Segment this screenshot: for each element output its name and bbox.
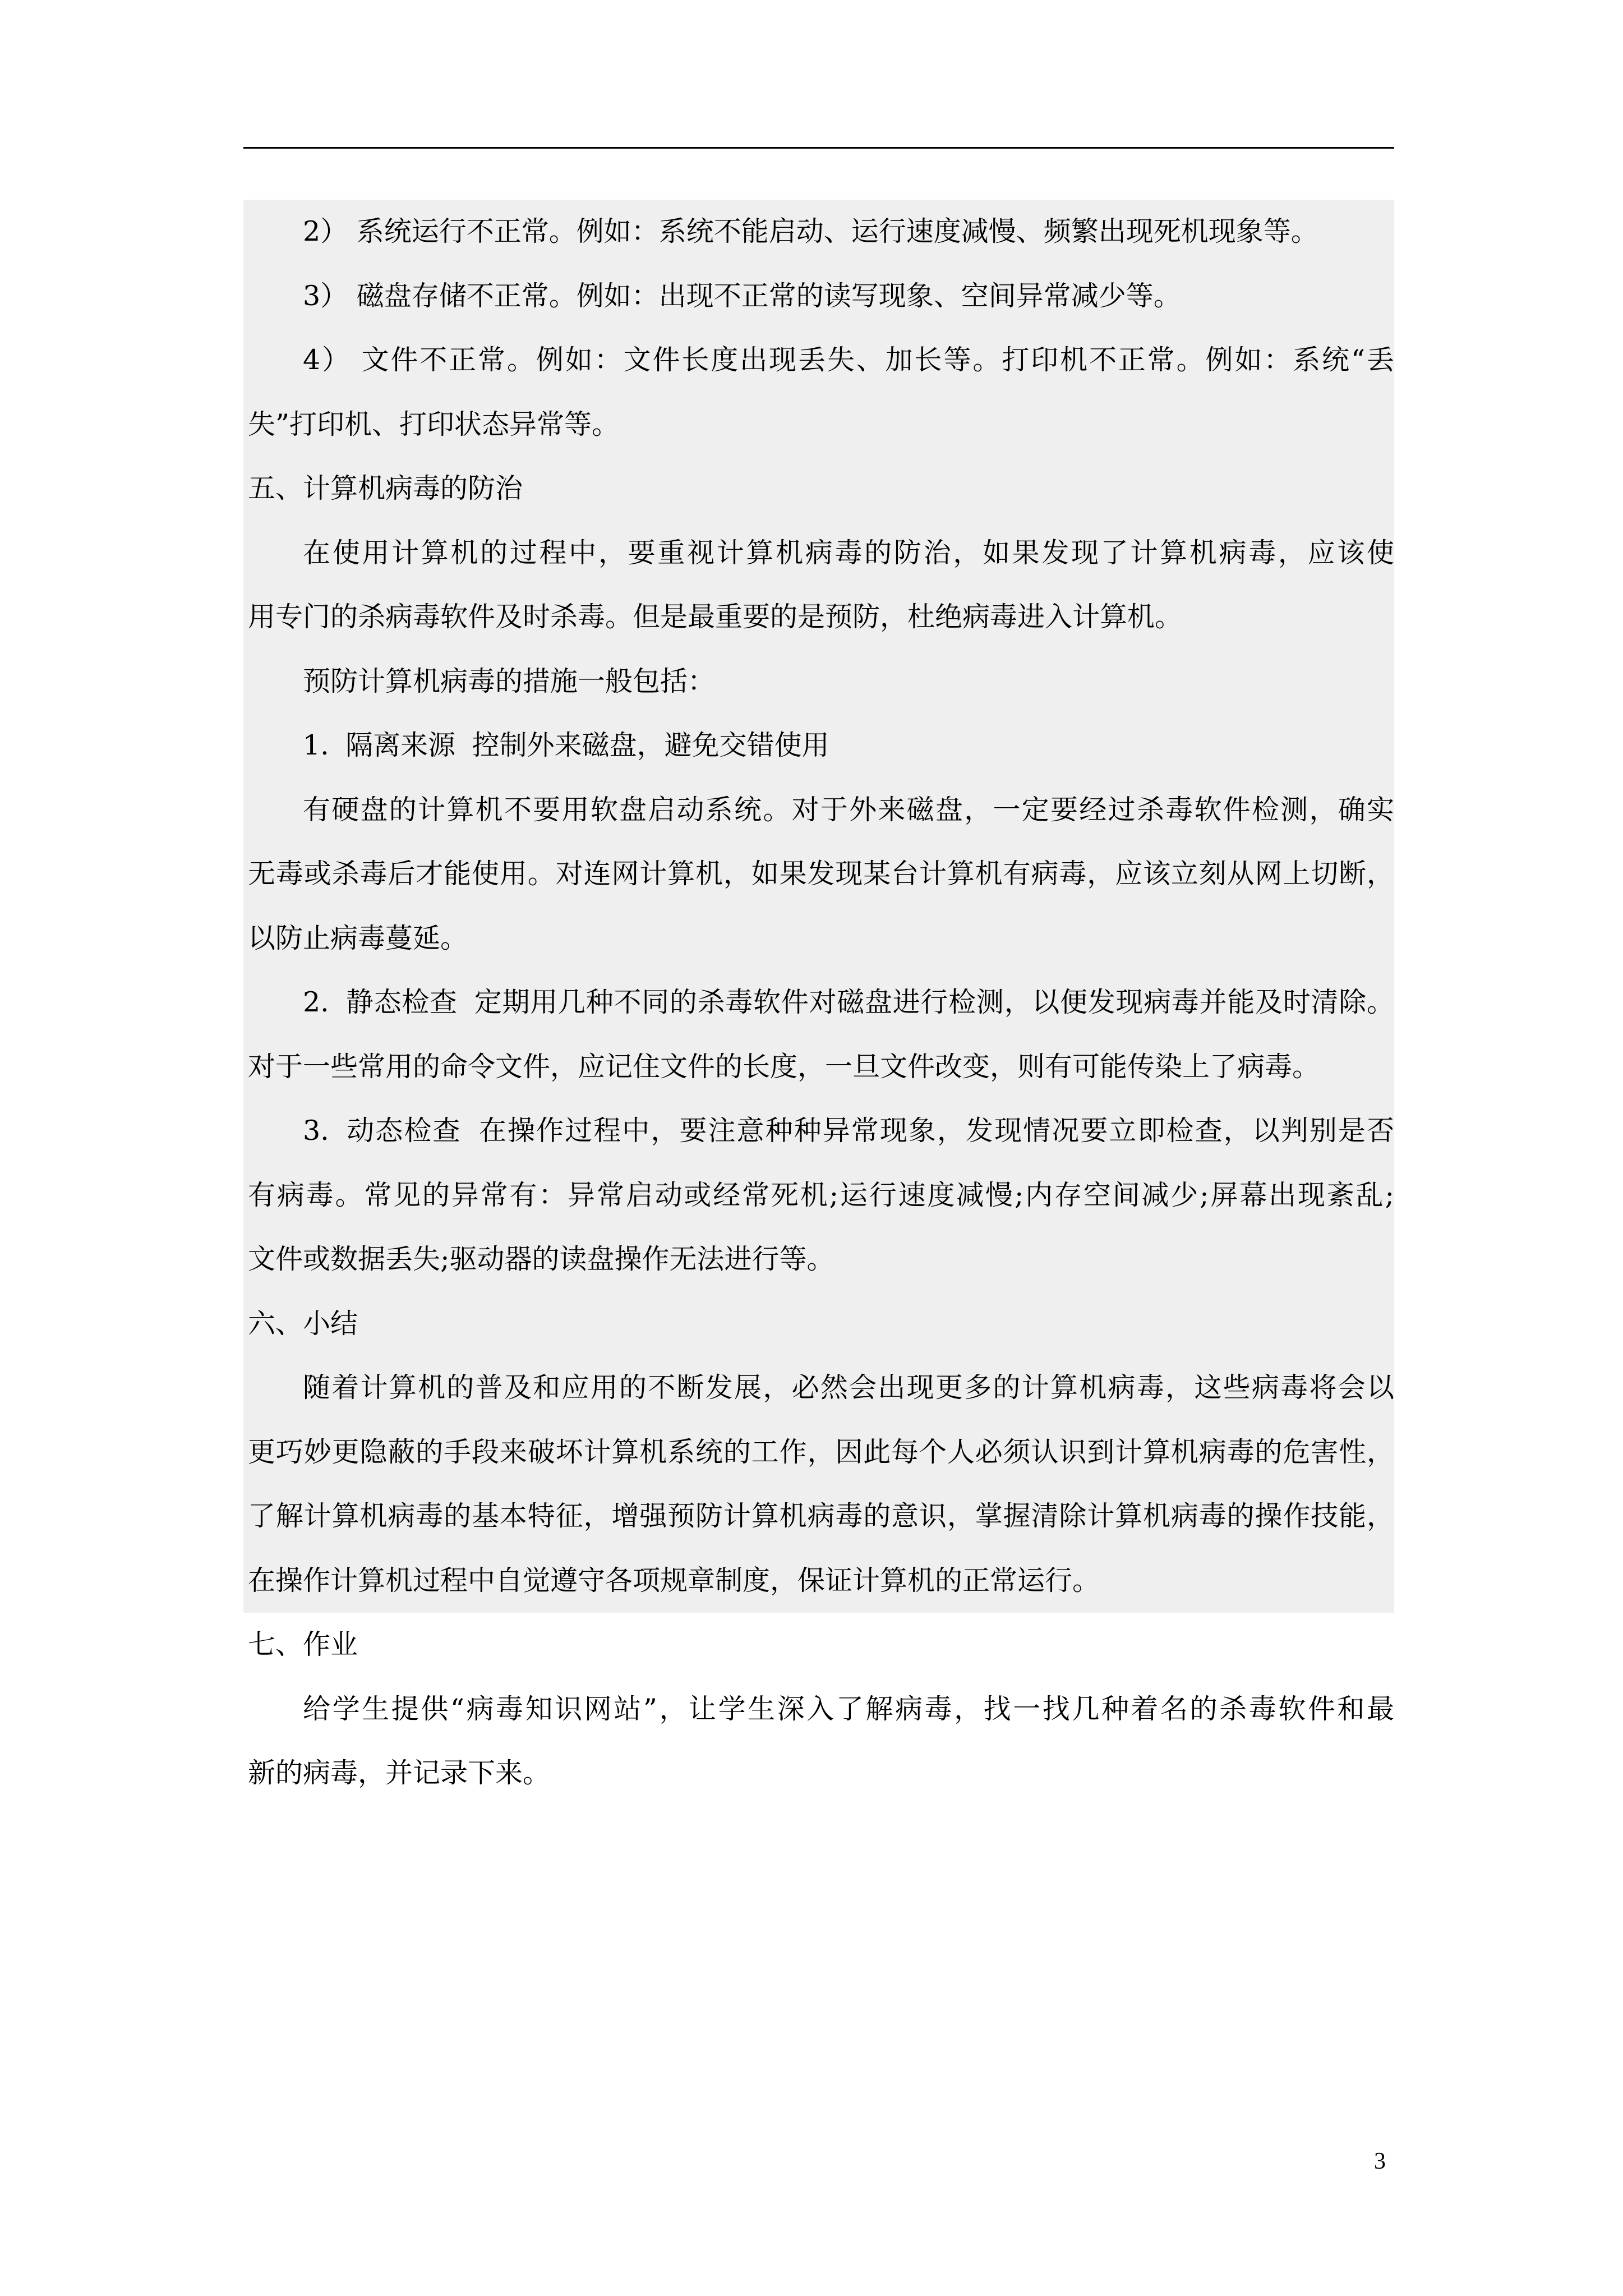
paragraph-line: 无毒或杀毒后才能使用。对连网计算机，如果发现某台计算机有病毒，应该立刻从网上切断，: [248, 858, 1394, 890]
paragraph-line: 文件或数据丢失;驱动器的读盘操作无法进行等。: [248, 1243, 834, 1275]
measure-number: 2.: [303, 986, 329, 1018]
measure-detail: 定期用几种不同的杀毒软件对磁盘进行检测，以便发现病毒并能及时清除。: [474, 986, 1394, 1018]
paragraph-line: 在操作计算机过程中自觉遵守各项规章制度，保证计算机的正常运行。: [248, 1564, 1100, 1596]
text-column: [248, 200, 1394, 1806]
paragraph-line: 对于一些常用的命令文件，应记住文件的长度，一旦文件改变，则有可能传染上了病毒。: [248, 1050, 1320, 1083]
paragraph-line: 有病毒。常见的异常有：异常启动或经常死机;运行速度减慢;内存空间减少;屏幕出现紊乱;: [248, 1179, 1394, 1211]
section-summary: [248, 1292, 1394, 1613]
symptom-item-continued: 失”打印机、打印状态异常等。: [248, 408, 620, 440]
measure-title-line: [248, 970, 1394, 1035]
measures-lead: 预防计算机病毒的措施一般包括：: [303, 665, 716, 697]
measure-title-line: [248, 714, 1394, 778]
measure-title: 隔离来源: [345, 729, 456, 761]
page-number: 3: [1374, 2148, 1386, 2174]
section-prevention: [248, 457, 1394, 1292]
paragraph-line: 给学生提供“病毒知识网站”，让学生深入了解病毒，找一找几种着名的杀毒软件和最: [303, 1692, 1394, 1725]
measure-title: 动态检查: [345, 1115, 462, 1147]
paragraph-line: 有硬盘的计算机不要用软盘启动系统。对于外来磁盘，一定要经过杀毒软件检测，确实: [303, 793, 1394, 826]
symptom-item: 2） 系统运行不正常。例如：系统不能启动、运行速度减慢、频繁出现死机现象等。: [303, 215, 1318, 247]
paragraph-line: 在使用计算机的过程中，要重视计算机病毒的防治，如果发现了计算机病毒，应该使: [303, 536, 1394, 569]
measure-summary: 控制外来磁盘，避免交错使用: [472, 729, 829, 761]
paragraph-line: 以防止病毒蔓延。: [248, 922, 468, 954]
paragraph-line: 随着计算机的普及和应用的不断发展，必然会出现更多的计算机病毒，这些病毒将会以: [303, 1372, 1394, 1404]
measure-number: 1.: [303, 729, 329, 761]
symptom-item: 4） 文件不正常。例如：文件长度出现丢失、加长等。打印机不正常。例如：系统“丢: [303, 344, 1394, 376]
section-heading: 七、作业: [248, 1628, 358, 1660]
section-homework: [248, 1613, 1394, 1806]
measure-title: 静态检查: [345, 986, 458, 1018]
header-rule: [243, 147, 1394, 149]
measure-detail: 在操作过程中，要注意种种异常现象，发现情况要立即检查，以判别是否: [477, 1115, 1394, 1147]
section-heading: 五、计算机病毒的防治: [248, 472, 523, 504]
symptom-list: [248, 200, 1394, 457]
measure-number: 3.: [303, 1115, 329, 1147]
paragraph-line: 更巧妙更隐蔽的手段来破坏计算机系统的工作，因此每个人必须认识到计算机病毒的危害性，: [248, 1435, 1394, 1468]
symptom-item: 3） 磁盘存储不正常。例如：出现不正常的读写现象、空间异常减少等。: [303, 279, 1181, 312]
paragraph-line: 新的病毒，并记录下来。: [248, 1757, 551, 1789]
paragraph-line: 用专门的杀病毒软件及时杀毒。但是最重要的是预防，杜绝病毒进入计算机。: [248, 601, 1183, 633]
paragraph-line: 了解计算机病毒的基本特征，增强预防计算机病毒的意识，掌握清除计算机病毒的操作技能，: [248, 1500, 1394, 1532]
section-heading: 六、小结: [248, 1307, 358, 1340]
measure-title-line: [248, 1099, 1394, 1163]
